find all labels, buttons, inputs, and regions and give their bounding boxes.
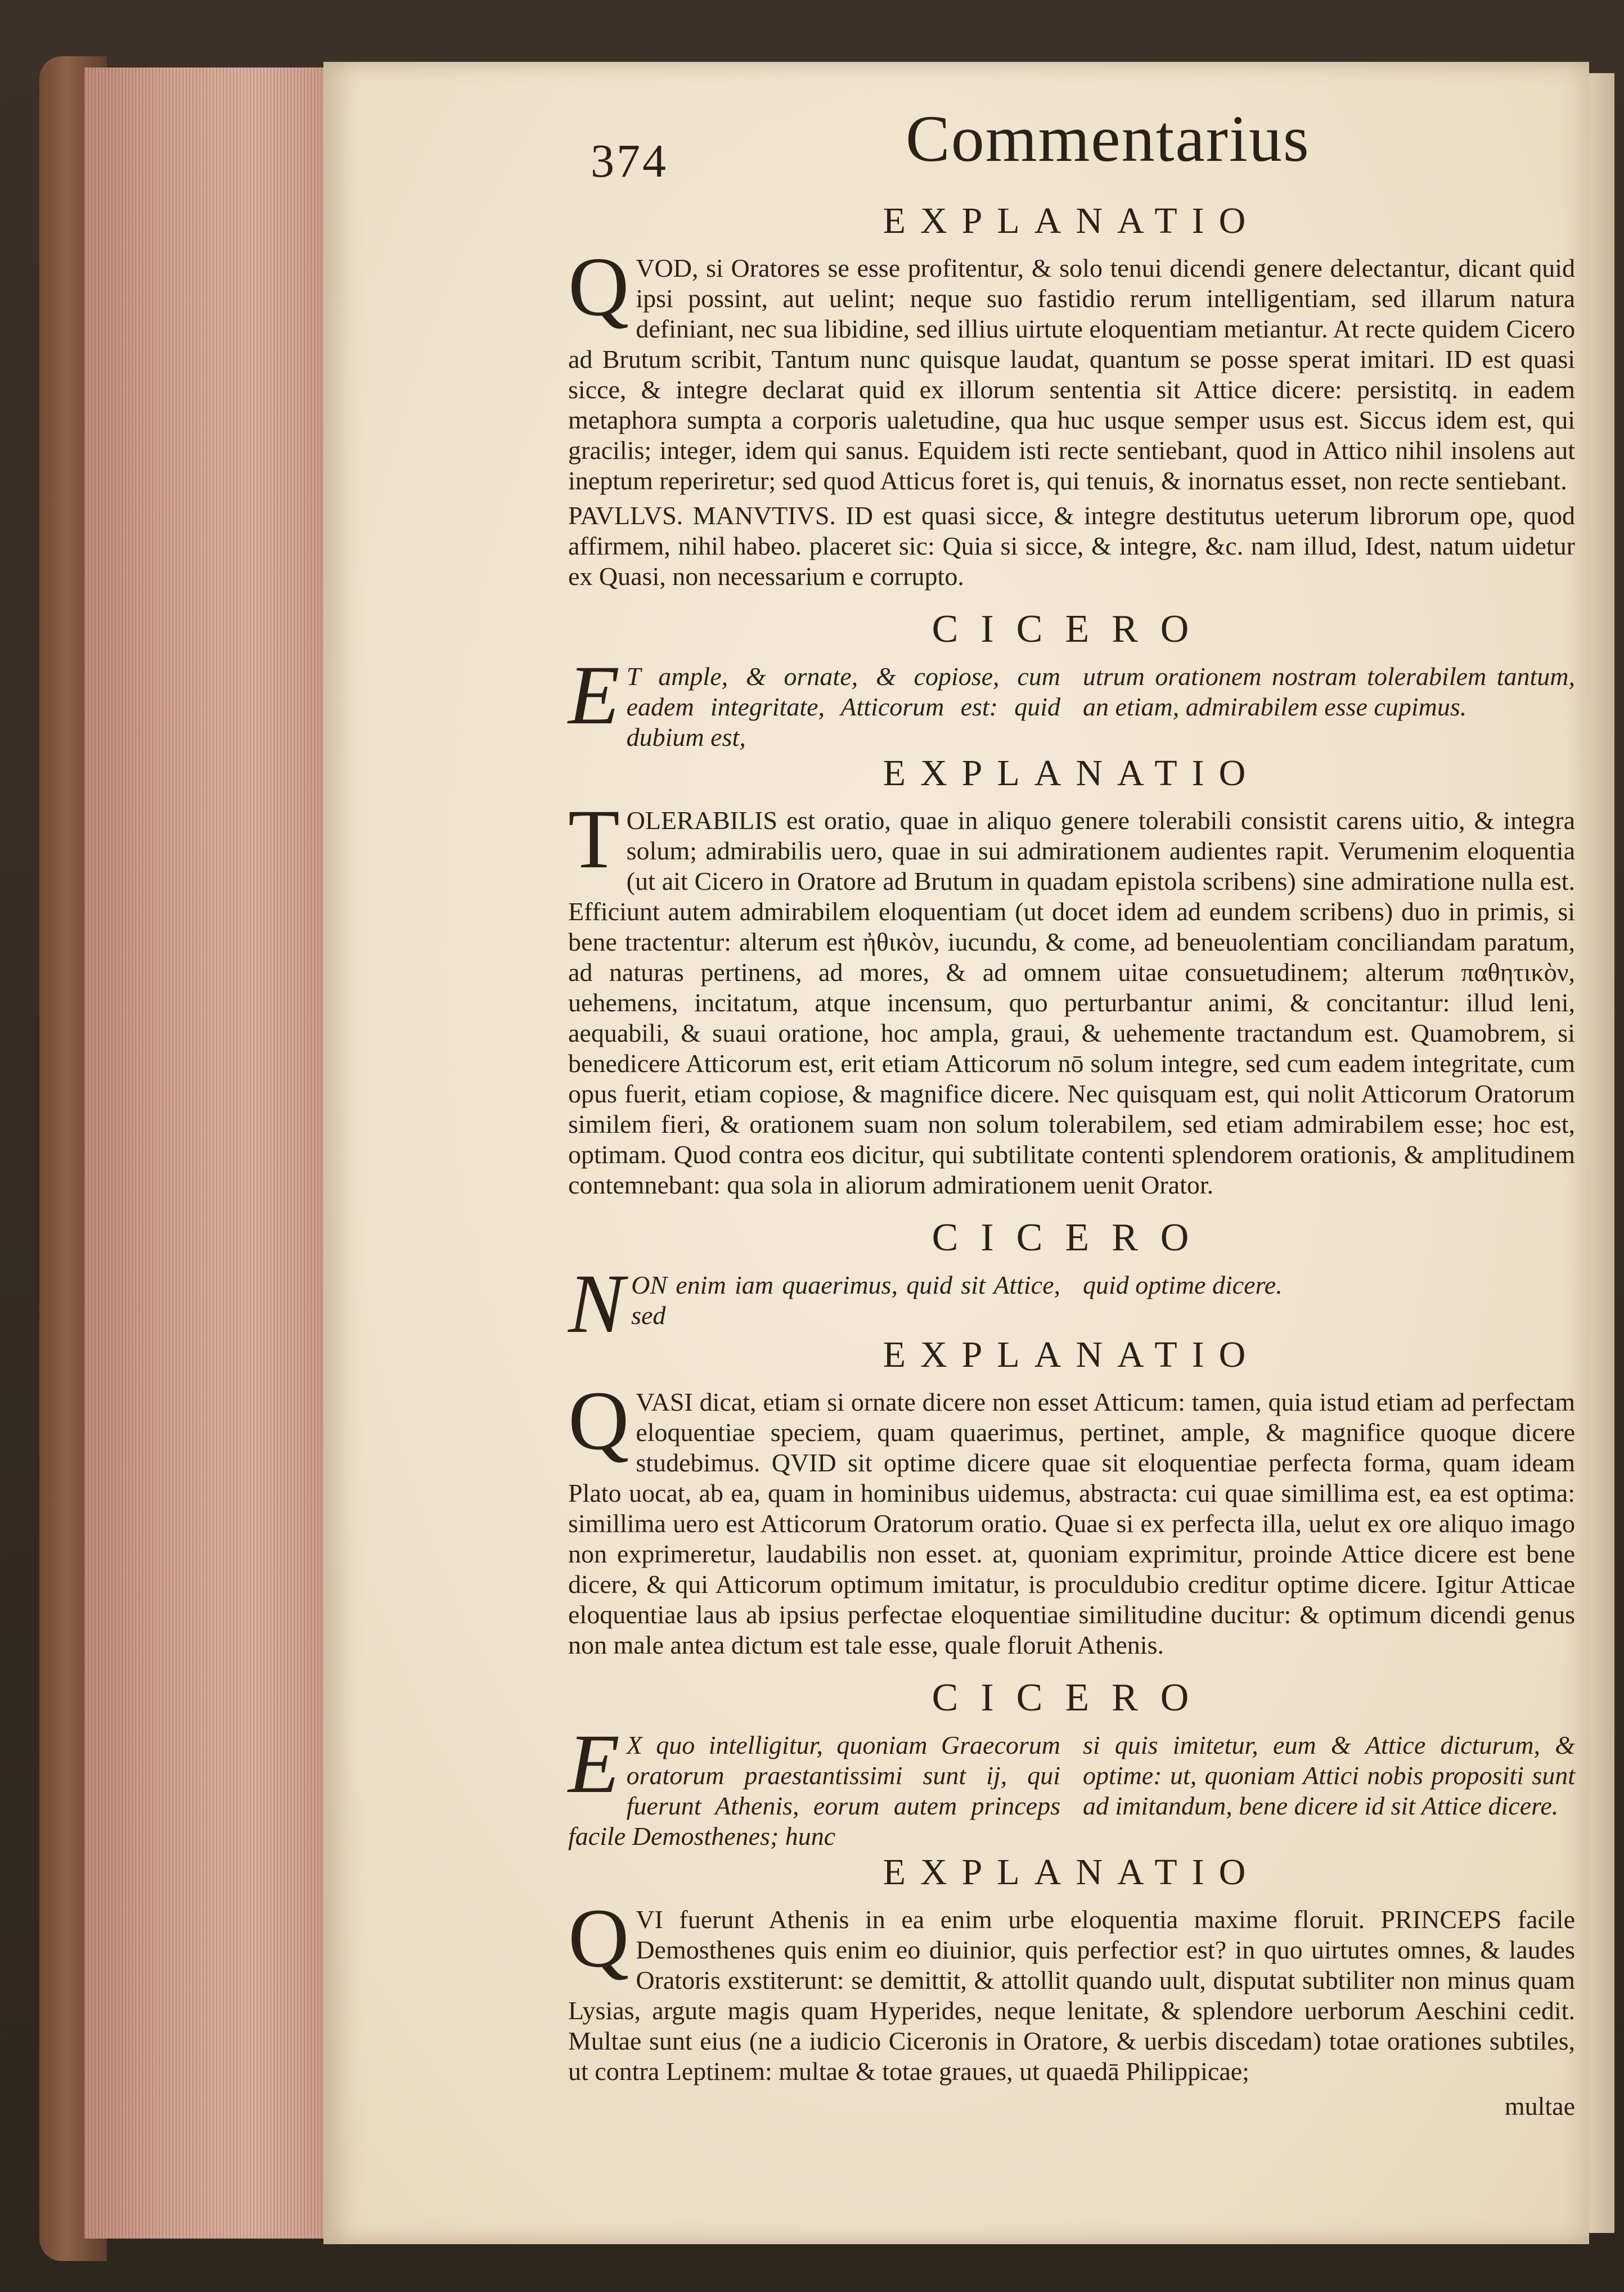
cicero-left-column — [568, 1257, 1060, 1350]
running-head — [568, 102, 1575, 202]
explanatio-paragraph — [568, 1374, 1575, 1660]
drop-cap: N — [568, 1257, 625, 1350]
section-heading: EXPLANATIO — [883, 200, 1261, 241]
column-text: T ample, & ornate, & copiose, cum eadem integritate, Atticorum est: quid dubium est, — [626, 662, 1060, 751]
opposite-page-edge — [1589, 73, 1614, 2233]
drop-cap: Q — [568, 1892, 629, 1985]
paragraph-text: OLERABILIS est oratio, quae in aliquo genere tolerabili consistit carens uitio, & integra solum; admirabilis uero, quae in sui admirationem audientes rapit. Verumenim eloquentia (ut ait Cicero in Oratore ad Brutum in quadam epistola scribens) sine admiratione nulla est. Efficiunt autem admirabilem eloquentiam (ut docet idem ad eundem scribens) duo in primis, si bene tractentur: alterum est ἠθικὸν, iucundu, & come, ad beneuolentiam conciliandam paratum, ad naturas pertinens, ad mores, & ad omnem uitae consuetudinem; alterum παθητικὸν, uehemens, incitatum, atque incensum, quo perturbantur animi, & concitantur: illud leni, aequabili, & suaui oratione, hoc ampla, graui, & uehemente tractandum est. Quamobrem, si benedicere Atticorum est, erit etiam Atticorum nō solum integre, sed cum eadem integritate, cum opus fuerit, etiam copiose, & magnifice dicere. Nec quisquam est, qui nolit Atticorum Oratorum similem fieri, & orationem suam non solum tolerabilem, sed etiam admirabilem esse; hoc est, optimam. Quod contra eos dicitur, qui subtilitate contenti splendorem orationis, & amplitudinem contemnebant: qua sola in aliorum admirationem uenit Orator. — [568, 806, 1575, 1199]
section-heading: CICERO — [932, 1216, 1212, 1259]
cicero-text — [568, 1717, 1575, 1852]
cicero-text — [568, 1257, 1575, 1350]
manutius-note: PAVLLVS. MANVTIVS. ID est quasi sicce, & integre destitutus ueterum librorum ope, quod affirmem, nihil habeo. placeret sic: Quia si sicce, & integre, &c. nam illud, Idest, natum uidetur ex Quasi, non necessarium e corrupto. — [568, 501, 1575, 591]
catchword: multae — [1504, 2092, 1575, 2120]
column-text: X quo intelligitur, quoniam Graecorum oratorum praestantissimi sunt ij, qui fuerunt Athenis, eorum autem princeps facile Demosthenes; hunc — [568, 1731, 1060, 1850]
drop-cap: Q — [568, 1374, 629, 1467]
cicero-right-column: utrum orationem nostram tolerabilem tantum, an etiam, admirabilem esse cupimus. — [1083, 662, 1575, 721]
page-content — [568, 102, 1575, 2147]
page-edges — [84, 67, 328, 2239]
explanatio-paragraph — [568, 240, 1575, 496]
cicero-right-column: si quis imitetur, eum & Attice dicturum, & optime: ut, quoniam Attici nobis propositi sunt ad imitandum, bene dicere id sit Attice dicere. — [1083, 1731, 1575, 1820]
explanatio-paragraph — [568, 792, 1575, 1200]
drop-cap: E — [568, 1717, 620, 1811]
paragraph-text: VOD, si Oratores se esse profitentur, & solo tenui dicendi genere delectantur, dicant quid ipsi possint, aut uelint; neque suo fastidio rerum intelligentiam, sed illarum natura definiant, nec sua libidine, sed illius uirtute eloquentiam metiantur. At recte quidem Cicero ad Brutum scribit, Tantum nunc quisque laudat, quantum se posse sperat imitari. ID est quasi sicce, & integre declarat quid ex illorum sententia sit Attice dicere: persistitq. in eadem metaphora sumpta a corporis ualetudine, qua huc usque semper usus est. Siccus idem est, qui gracilis; integer, idem qui sanus. Equidem isti recte sentiebant, quod in Attico nihil insolens aut ineptum reperiretur; sed quod Atticus foret is, qui tenuis, & inornatus esset, non recte sentiebant. — [568, 254, 1575, 495]
cicero-left-column — [568, 1717, 1060, 1852]
section-heading: EXPLANATIO — [883, 753, 1261, 794]
paragraph-text: VASI dicat, etiam si ornate dicere non esset Atticum: tamen, quia istud etiam ad perfectam eloquentiae speciem, quam quaerimus, pertinet, ample, & magnifice quoque dicere studebimus. QVID sit optime dicere quae sit eloquentiae perfecta forma, quam ideam Plato uocat, ab ea, quam in hominibus uidemus, abstracta: cui quae simillima est, ea est optima: simillima uero est Atticorum Oratorum oratio. Quae si ex perfecta illa, uelut ex ore aliquo imago non exprimeretur, laudabilis non esset. at, quoniam exprimitur, proinde Attice dicere est bene dicere, & qui Atticorum optimum imitatur, is proculdubio creditur optime dicere. Igitur Atticae eloquentiae laus ab ipsius perfectae eloquentiae similitudine ducitur: & optimum dicendi genus non male antea dictum est tale esse, quale floruit Athenis. — [568, 1388, 1575, 1659]
drop-cap: E — [568, 649, 620, 742]
cicero-left-column — [568, 649, 1060, 753]
page-number: 374 — [591, 135, 668, 187]
drop-cap: Q — [568, 240, 629, 334]
cicero-right-column: quid optime dicere. — [1083, 1271, 1283, 1299]
section-heading: EXPLANATIO — [883, 1334, 1261, 1375]
running-title: Commentarius — [906, 102, 1310, 175]
cicero-text — [568, 649, 1575, 753]
column-text: ON enim iam quaerimus, quid sit Attice, sed — [631, 1271, 1060, 1330]
section-heading: EXPLANATIO — [883, 1852, 1261, 1893]
drop-cap: T — [568, 792, 620, 886]
paragraph-text: VI fuerunt Athenis in ea enim urbe eloquentia maxime floruit. PRINCEPS facile Demosthenes quis enim eo diuinior, quis perfectior est? in quo uirtutes omnes, & laudes Oratoris exstiterunt: se demittit, & attollit quando uult, disputat subtiliter non minus quam Lysias, argute magis quam Hyperides, neque lenitate, & splendore uerborum Aeschini cedit. Multae sunt eius (ne a iudicio Ciceronis in Oratore, & uerbis discedam) totae orationes subtiles, ut contra Leptinem: multae & totae graues, ut quaedā Philippicae; — [568, 1905, 1575, 2086]
section-heading: CICERO — [932, 1676, 1212, 1719]
explanatio-paragraph — [568, 1892, 1575, 2087]
section-heading: CICERO — [932, 607, 1212, 651]
